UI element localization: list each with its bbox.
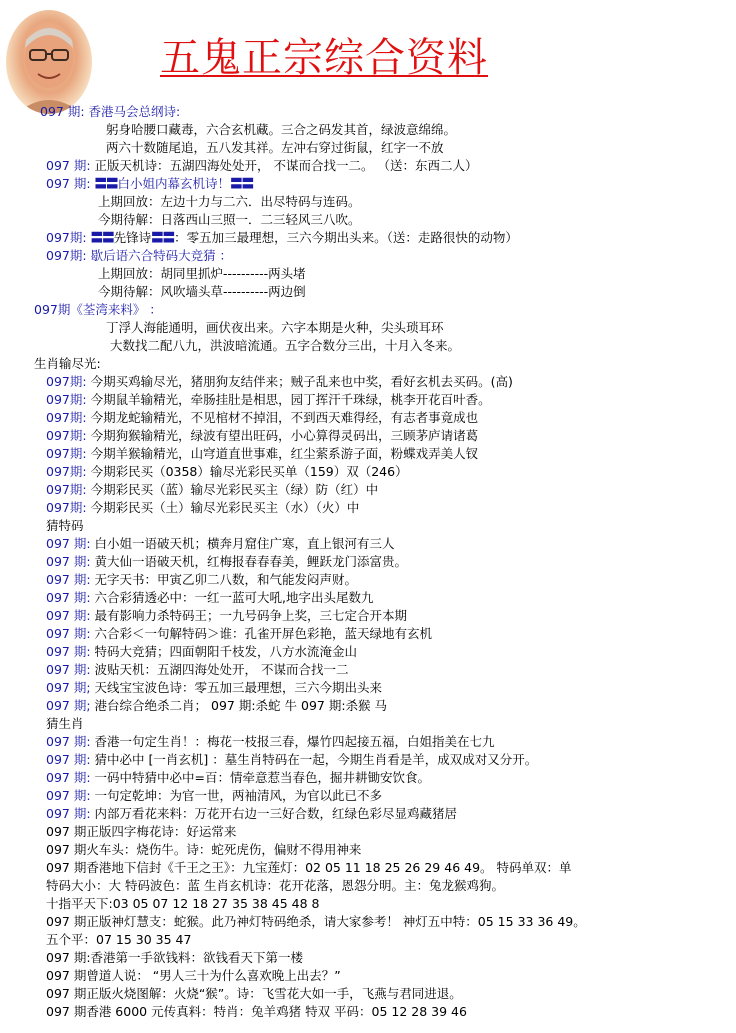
text-line xyxy=(46,481,378,499)
line-text: 上期回放：胡同里抓炉----------两头堵 xyxy=(98,266,306,281)
line-text: 歇后语六合特码大竞猜 ： xyxy=(90,248,233,263)
issue-label: 097 期: xyxy=(46,590,91,605)
text-line xyxy=(110,337,460,355)
line-text: 今期彩民买（0358）输尽光彩民买单（159）双（246） xyxy=(90,464,408,479)
line-text: 正版天机诗：五湖四海处处开， 不谋而合找一二。 （送：东西二人） xyxy=(94,158,478,173)
avatar xyxy=(6,10,92,114)
issue-label: 097 期; xyxy=(46,680,91,695)
line-text: 097 期正版神灯慧支：蛇猴。此乃神灯特码绝杀，请大家参考！ 神灯五中特：05 15 33 36 49。 xyxy=(46,914,586,929)
issue-label: 097期: xyxy=(46,374,87,389)
line-text: 五个平：07 15 30 35 47 xyxy=(46,932,192,947)
line-text: 丁浮人海能通明，画伏夜出来。六字本期是火种，尖头琐耳环 xyxy=(106,320,444,335)
line-text: 今期彩民买（蓝）输尽光彩民买主（绿）防（红）中 xyxy=(90,482,379,497)
issue-label: 097 期: xyxy=(40,104,85,119)
line-text: 097 期:香港第一手欲钱料：欲钱看天下第一楼 xyxy=(46,950,304,965)
text-line xyxy=(106,319,444,337)
line-text: 今期鼠羊输精光，牵肠挂肚是相思，园丁挥汗千珠绿，桃李开花百叶香。 xyxy=(90,392,491,407)
issue-label: 097 期: xyxy=(46,734,91,749)
issue-label: 097 期: xyxy=(46,554,91,569)
line-text: 今期待解：日落西山三照一．二三轻风三八吹。 xyxy=(98,212,361,227)
text-line xyxy=(98,283,306,301)
issue-label: 097 期: xyxy=(46,176,91,191)
text-line xyxy=(46,661,349,679)
text-line xyxy=(40,103,180,121)
line-text: 097 期曾道人说： “男人三十为什么喜欢晚上出去？” xyxy=(46,968,341,983)
line-text: 猜中必中 [一肖玄机] ：墓生肖特码在一起，今期生肖看是羊，成双成对又分开。 xyxy=(94,752,538,767)
text-line xyxy=(46,715,84,733)
text-line xyxy=(34,355,101,373)
text-line xyxy=(46,409,478,427)
text-line xyxy=(98,265,306,283)
text-line xyxy=(46,499,359,517)
text-line xyxy=(46,643,357,661)
text-line xyxy=(46,949,303,967)
line-text: 一码中特猜中必中=百：情牵意惹当春色，掘井耕锄安饮食。 xyxy=(94,770,431,785)
text-line xyxy=(98,211,361,229)
line-text: 黄大仙一语破天机，红梅报春春春美，鲤跃龙门添富贵。 xyxy=(94,554,408,569)
line-text: 躬身哈腰口藏毒，六合玄机藏。三合之码发其首，绿波意绵绵。 xyxy=(106,122,457,137)
issue-label: 097 期: xyxy=(46,158,91,173)
text-line xyxy=(46,157,477,175)
line-text: 香港马会总纲诗: xyxy=(88,104,181,119)
issue-label: 097期: xyxy=(46,248,87,263)
line-text: 先锋诗 xyxy=(113,230,152,245)
text-line xyxy=(46,913,586,931)
portrait-image xyxy=(6,10,92,114)
text-line xyxy=(106,121,456,139)
line-text: 猜生肖 xyxy=(46,716,84,731)
line-text: 十指平天下:03 05 07 12 18 27 35 38 45 48 8 xyxy=(46,896,320,911)
issue-label: 097 期; xyxy=(46,698,91,713)
issue-label: 097期: xyxy=(46,428,87,443)
line-text: 香港一句定生肖！：梅花一枝报三春，爆竹四起接五福，白姐指美在七九 xyxy=(94,734,495,749)
text-line xyxy=(46,517,84,535)
issue-label: 097期: xyxy=(46,482,87,497)
text-line xyxy=(46,985,462,1003)
issue-label: 097 期: xyxy=(46,752,91,767)
line-text: ： xyxy=(149,302,162,317)
text-line xyxy=(46,535,395,553)
issue-label: 097 期: xyxy=(46,572,91,587)
issue-label: 097 期: xyxy=(46,626,91,641)
text-line xyxy=(46,463,408,481)
text-line xyxy=(106,139,444,157)
issue-label: 097期: xyxy=(46,410,87,425)
line-text: 白小姐一语破天机；横奔月窟住广寒，直上银河有三人 xyxy=(94,536,395,551)
text-line xyxy=(46,247,232,265)
line-text: 今期彩民买（土）输尽光彩民买主（水）（火）中 xyxy=(90,500,360,515)
line-text: 今期买鸡输尽光，猪朋狗友结伴来；贼子乱来也中奖，看好玄机去买码。(高) xyxy=(90,374,513,389)
text-line xyxy=(46,805,457,823)
text-line xyxy=(46,751,537,769)
line-text: 097 期香港 6000 元传真料：特肖：兔羊鸡猪 特双 平码：05 12 28 39 46 xyxy=(46,1004,467,1019)
line-text: 六合彩＜一句解特码＞谁：孔雀开屏色彩艳，蓝天绿地有玄机 xyxy=(94,626,433,641)
text-line xyxy=(46,877,504,895)
text-line xyxy=(46,733,495,751)
decor-bars: 〓〓 xyxy=(151,230,175,245)
text-line xyxy=(98,193,361,211)
line-text: 生肖输尽光: xyxy=(34,356,101,371)
line-text: 097 期香港地下信封《千王之王》：九宝莲灯：02 05 11 18 25 26 29 46 49。 特码单双：单 xyxy=(46,860,572,875)
line-text: 白小姐内幕玄机诗！ xyxy=(117,176,231,191)
issue-label: 097 期: xyxy=(46,644,91,659)
text-line xyxy=(46,859,572,877)
decor-bars: 〓〓 xyxy=(230,176,254,191)
line-text: 六合彩猜透必中：一红一蓝可大吼,地字出头尾数九 xyxy=(94,590,374,605)
issue-label: 097 期: xyxy=(46,806,91,821)
line-text: 一句定乾坤：为官一世，两袖清风，为官以此已不多 xyxy=(94,788,383,803)
text-line xyxy=(46,229,518,247)
text-line xyxy=(46,589,374,607)
line-text: 大数找二配八九，洪波暗流通。五字合数分三出，十月入冬来。 xyxy=(110,338,461,353)
line-text: 097 期正版四字梅花诗：好运常来 xyxy=(46,824,237,839)
text-line xyxy=(46,967,341,985)
issue-label: 097期: xyxy=(46,464,87,479)
text-line xyxy=(46,1003,467,1021)
text-line xyxy=(46,679,382,697)
line-text: 两六十数随尾追，五八发其祥。左冲右穿过街鼠，红字一不放 xyxy=(106,140,444,155)
line-text: 097 期正版火烧图解：火烧“猴”。诗：飞雪花大如一手，飞燕与君同进退。 xyxy=(46,986,462,1001)
text-line xyxy=(46,553,407,571)
line-text: 猜特码 xyxy=(46,518,84,533)
text-line xyxy=(46,391,491,409)
line-text: 最有影响力杀特码王；一九号码争上奖，三七定合开本期 xyxy=(94,608,408,623)
issue-label: 097期《荃湾来料》 xyxy=(34,302,146,317)
text-line xyxy=(46,607,407,625)
text-line xyxy=(46,787,382,805)
text-line xyxy=(46,175,253,193)
line-text: ：零五加三最理想，三六今期出头来。（送：走路很快的动物） xyxy=(174,230,518,245)
text-line xyxy=(46,373,513,391)
text-line xyxy=(46,697,387,715)
line-text: 097 期火车头：烧伤牛。诗：蛇死虎伤，偏财不得用神来 xyxy=(46,842,362,857)
text-line xyxy=(46,931,191,949)
line-text: 内部万看花来料：万花开右边一三好合数，红绿色彩尽显鸡藏猪居 xyxy=(94,806,458,821)
text-line xyxy=(46,895,319,913)
line-text: 今期待解：风吹墙头草----------两边倒 xyxy=(98,284,306,299)
text-line xyxy=(46,445,478,463)
text-line xyxy=(46,427,478,445)
text-line xyxy=(46,571,357,589)
line-text: 天线宝宝波色诗：零五加三最理想，三六今期出头来 xyxy=(94,680,383,695)
line-text: 波贴天机：五湖四海处处开， 不谋而合找一二 xyxy=(94,662,349,677)
decor-bars: 〓〓 xyxy=(90,230,114,245)
line-text: 今期龙蛇输精光，不见棺材不掉泪，不到西天难得经，有志者事竟成也 xyxy=(90,410,479,425)
issue-label: 097 期: xyxy=(46,770,91,785)
issue-label: 097期: xyxy=(46,230,87,245)
line-text: 无字天书：甲寅乙卯二八数，和气能发闷声财。 xyxy=(94,572,358,587)
line-text: 今期狗猴输精光，绿波有望出旺码，小心算得灵码出，三顾茅庐请诸葛 xyxy=(90,428,479,443)
line-text: 特码大竞猜；四面朝阳千枝发，八方水流淹金山 xyxy=(94,644,358,659)
line-text: 上期回放：左边十力与二六．出尽特码与连码。 xyxy=(98,194,361,209)
issue-label: 097期: xyxy=(46,500,87,515)
issue-label: 097期: xyxy=(46,392,87,407)
line-text: 特码大小：大 特码波色：蓝 生肖玄机诗：花开花落，恩怨分明。主：兔龙猴鸡狗。 xyxy=(46,878,504,893)
line-text: 今期羊猴输精光，山穹道直世事难，红尘萦系游子面，粉蝶戏弄美人钗 xyxy=(90,446,479,461)
issue-label: 097期: xyxy=(46,446,87,461)
text-line xyxy=(46,823,236,841)
text-line xyxy=(46,841,361,859)
issue-label: 097 期: xyxy=(46,662,91,677)
issue-label: 097 期: xyxy=(46,536,91,551)
page-title: 五鬼正宗综合资料 xyxy=(160,35,488,81)
text-line xyxy=(46,625,432,643)
issue-label: 097 期: xyxy=(46,788,91,803)
line-text: 港台综合绝杀二肖； 097 期:杀蛇 牛 097 期:杀猴 马 xyxy=(94,698,388,713)
text-line xyxy=(46,769,430,787)
text-line xyxy=(34,301,162,319)
issue-label: 097 期: xyxy=(46,608,91,623)
decor-bars: 〓〓 xyxy=(94,176,118,191)
